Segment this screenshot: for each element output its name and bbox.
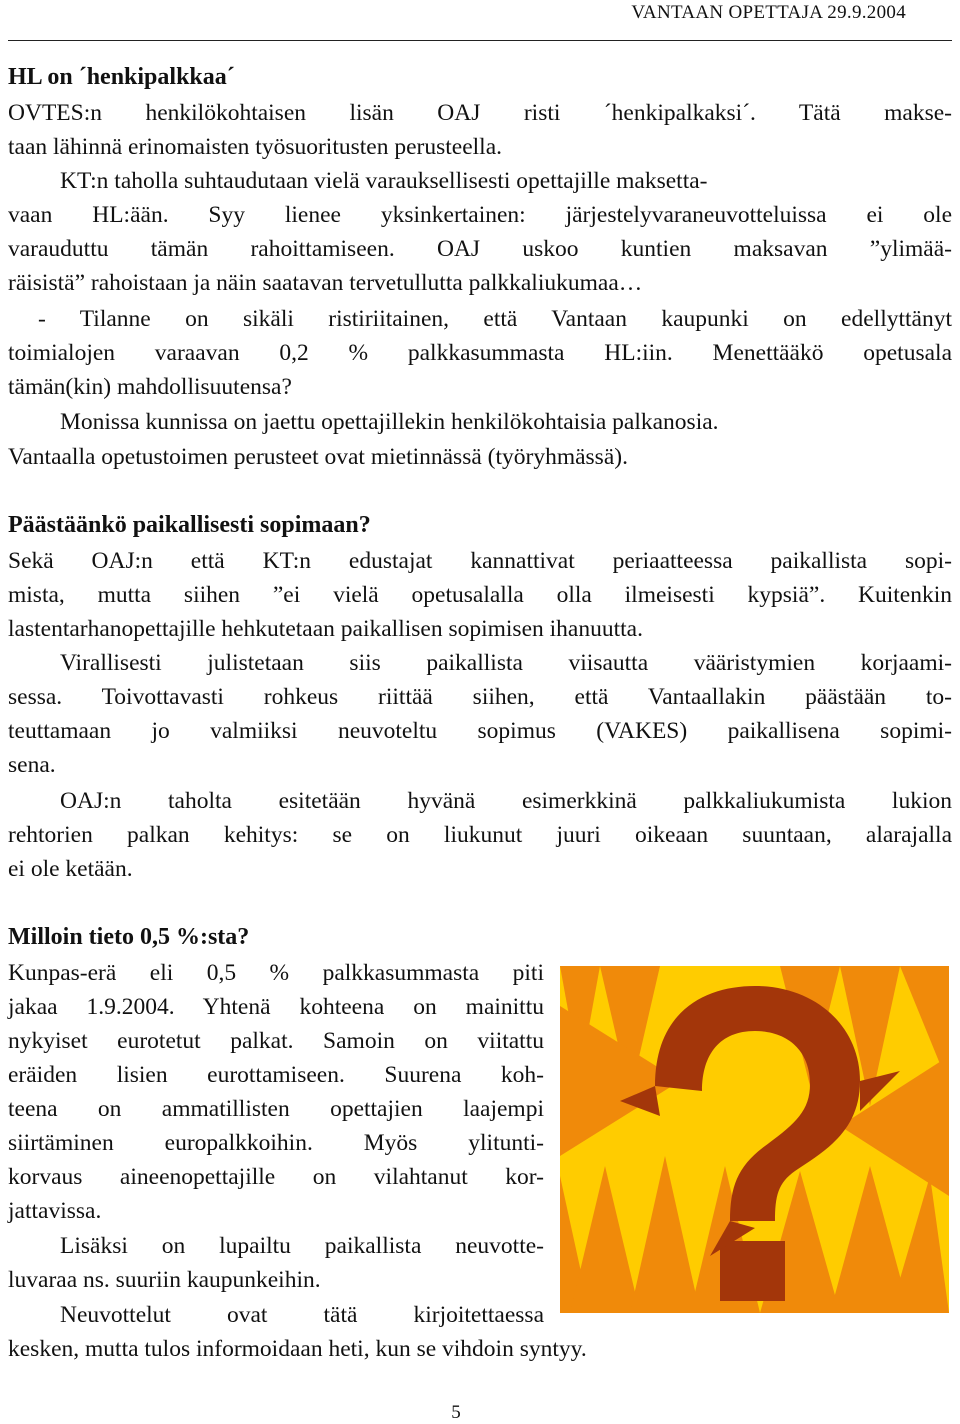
text-line: siirtäminen europalkkoihin. Myös ylitunti- bbox=[8, 1130, 544, 1156]
text-line: räisistä” rahoistaan ja näin saatavan tervetullutta palkkaliukumaa… bbox=[8, 270, 643, 296]
text-line: jakaa 1.9.2004. Yhtenä kohteena on mainittu bbox=[8, 994, 544, 1020]
text-line: eräiden lisien eurottamiseen. Suurena koh- bbox=[8, 1062, 544, 1088]
section-heading-tieto: Milloin tieto 0,5 %:sta? bbox=[8, 924, 250, 950]
text-line: Virallisesti julistetaan siis paikallista viisautta vääristymien korjaami- bbox=[60, 650, 952, 676]
header-rule bbox=[8, 40, 952, 41]
text-line: sessa. Toivottavasti rohkeus riittää siihen, että Vantaallakin päästään to- bbox=[8, 684, 952, 710]
section-heading-paikallinen: Päästäänkö paikallisesti sopimaan? bbox=[8, 512, 371, 538]
text-line: Vantaalla opetustoimen perusteet ovat mietinnässä (työryhmässä). bbox=[8, 444, 628, 470]
text-line: Kunpas-erä eli 0,5 % palkkasummasta piti bbox=[8, 960, 544, 986]
text-line: Sekä OAJ:n että KT:n edustajat kannattivat periaatteessa paikallista sopi- bbox=[8, 548, 952, 574]
text-line: OVTES:n henkilökohtaisen lisän OAJ risti ´henkipalkaksi´. Tätä makse- bbox=[8, 100, 952, 126]
text-line: teuttamaan jo valmiiksi neuvoteltu sopimus (VAKES) paikallisena sopimi- bbox=[8, 718, 952, 744]
text-line: mista, mutta siihen ”ei vielä opetusalalla olla ilmeisesti kypsiä”. Kuitenkin bbox=[8, 582, 952, 608]
text-line: kesken, mutta tulos informoidaan heti, kun se vihdoin syntyy. bbox=[8, 1336, 587, 1362]
text-line: varauduttu tämän rahoittamiseen. OAJ uskoo kuntien maksavan ”ylimää- bbox=[8, 236, 952, 262]
text-line: toimialojen varaavan 0,2 % palkkasummasta HL:iin. Menettääkö opetusala bbox=[8, 340, 952, 366]
question-mark-icon bbox=[560, 966, 949, 1313]
text-line: Monissa kunnissa on jaettu opettajillekin henkilökohtaisia palkanosia. bbox=[60, 409, 719, 435]
text-line: Neuvottelut ovat tätä kirjoitettaessa bbox=[60, 1302, 544, 1328]
text-line: rehtorien palkan kehitys: se on liukunut juuri oikeaan suuntaan, alarajalla bbox=[8, 822, 952, 848]
text-line: tämän(kin) mahdollisuutensa? bbox=[8, 374, 292, 400]
text-line: teena on ammatillisten opettajien laajempi bbox=[8, 1096, 544, 1122]
text-line: OAJ:n taholta esitetään hyvänä esimerkkinä palkkaliukumista lukion bbox=[60, 788, 952, 814]
text-line: korvaus aineenopettajille on vilahtanut kor- bbox=[8, 1164, 544, 1190]
text-line: - Tilanne on sikäli ristiriitainen, että Vantaan kaupunki on edellyttänyt bbox=[38, 306, 952, 332]
page-number: 5 bbox=[451, 1402, 461, 1423]
text-line: ei ole ketään. bbox=[8, 856, 133, 882]
text-line: lastentarhanopettajille hehkutetaan paikallisen sopimisen ihanuutta. bbox=[8, 616, 643, 642]
text-line: vaan HL:ään. Syy lienee yksinkertainen: järjestelyvaraneuvotteluissa ei ole bbox=[8, 202, 952, 228]
text-line: Lisäksi on lupailtu paikallista neuvotte- bbox=[60, 1233, 544, 1259]
text-line: sena. bbox=[8, 752, 56, 778]
text-line: KT:n taholla suhtaudutaan vielä varauksellisesti opettajille maksetta- bbox=[60, 168, 708, 194]
text-line: luvaraa ns. suuriin kaupunkeihin. bbox=[8, 1267, 321, 1293]
running-head: VANTAAN OPETTAJA 29.9.2004 bbox=[631, 2, 906, 23]
text-line: taan lähinnä erinomaisten työsuoritusten perusteella. bbox=[8, 134, 503, 160]
section-heading-hl: HL on ´henkipalkkaa´ bbox=[8, 64, 235, 90]
text-line: jattavissa. bbox=[8, 1198, 102, 1224]
text-line: nykyiset eurotetut palkat. Samoin on viitattu bbox=[8, 1028, 544, 1054]
